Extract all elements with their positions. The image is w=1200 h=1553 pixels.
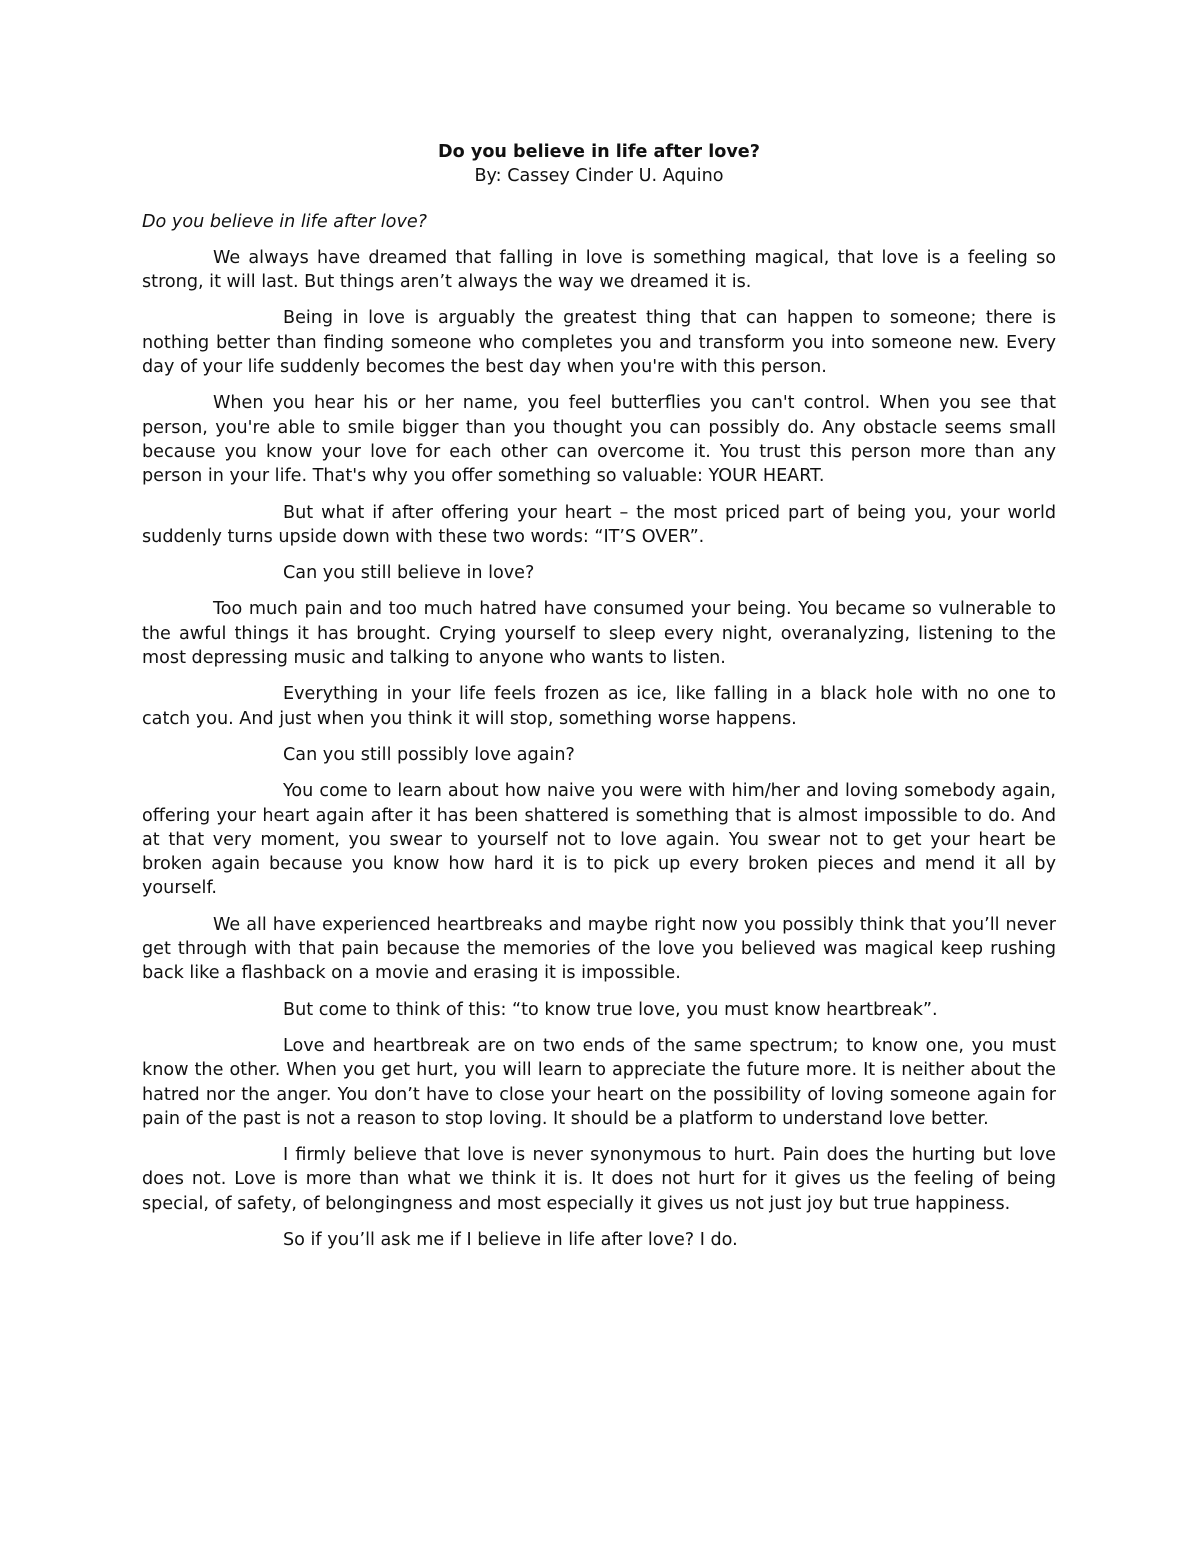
document-page <box>142 140 1056 1264</box>
paragraph: We all have experienced heartbreaks and maybe right now you possibly think that you’ll never get through with that pain because the memories of the love you believed was magical keep rushing back like a flashback on a movie and erasing it is impossible. <box>142 914 1056 984</box>
paragraph: But come to think of this: “to know true love, you must know heartbreak”. <box>283 999 938 1020</box>
paragraph: Being in love is arguably the greatest thing that can happen to someone; there is nothing better than finding someone who completes you and transform you into someone new. Every day of your life suddenly becomes the best day when you're with this person. <box>142 308 1056 378</box>
paragraph: We always have dreamed that falling in love is something magical, that love is a feeling so strong, it will last. But things aren’t always the way we dreamed it is. <box>142 247 1056 293</box>
paragraph: Can you still possibly love again? <box>283 744 575 765</box>
paragraph: So if you’ll ask me if I believe in life after love? I do. <box>283 1229 738 1250</box>
paragraph: You come to learn about how naive you were with him/her and loving somebody again, offering your heart again after it has been shattered is something that is almost impossible to do. And at that very moment, you swear to yourself not to love again. You swear not to get your heart be broken again because you know how hard it is to pick up every broken pieces and mend it all by yourself. <box>142 781 1056 899</box>
paragraph: When you hear his or her name, you feel butterflies you can't control. When you see that person, you're able to smile bigger than you thought you can possibly do. Any obstacle seems small because you know your love for each other can overcome it. You trust this person more than any person in your life. That's why you offer something so valuable: YOUR HEART. <box>142 393 1056 487</box>
document-title: Do you believe in life after love? <box>438 142 760 162</box>
opening-question: Do you believe in life after love? <box>142 211 428 232</box>
paragraph: Love and heartbreak are on two ends of the same spectrum; to know one, you must know the other. When you get hurt, you will learn to appreciate the future more. It is neither about the hatred nor the anger. You don’t have to close your heart on the possibility of loving someone again for pain of the past is not a reason to stop loving. It should be a platform to understand love better. <box>142 1035 1056 1129</box>
document-author: By: Cassey Cinder U. Aquino <box>474 166 724 187</box>
paragraph: I firmly believe that love is never synonymous to hurt. Pain does the hurting but love does not. Love is more than what we think it is. It does not hurt for it gives us the feeling of being special, of safety, of belongingness and most especially it gives us not just joy but true happiness. <box>142 1145 1056 1214</box>
paragraph: Everything in your life feels frozen as ice, like falling in a black hole with no one to catch you. And just when you think it will stop, something worse happens. <box>142 684 1056 729</box>
paragraph: But what if after offering your heart – the most priced part of being you, your world suddenly turns upside down with these two words: “IT’S OVER”. <box>142 502 1056 547</box>
paragraph: Can you still believe in love? <box>283 563 535 584</box>
paragraph: Too much pain and too much hatred have consumed your being. You became so vulnerable to the awful things it has brought. Crying yourself to sleep every night, overanalyzing, listening to the most depressing music and talking to anyone who wants to listen. <box>142 599 1056 669</box>
